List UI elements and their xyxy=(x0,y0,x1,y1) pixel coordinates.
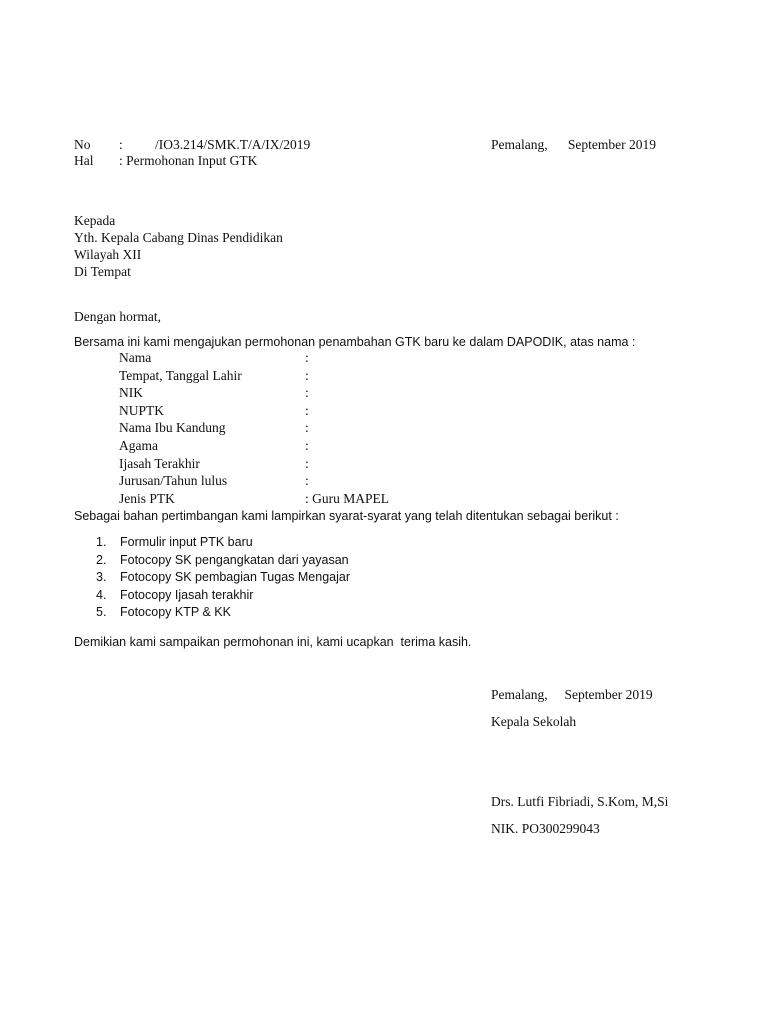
list-item-number: 1. xyxy=(96,535,107,549)
list-item-text: Fotocopy Ijasah terakhir xyxy=(120,587,254,602)
field-label: Agama xyxy=(119,438,158,453)
field-value: : xyxy=(305,350,309,365)
signature-place-date: Pemalang, September 2019 xyxy=(491,687,653,702)
field-label: Nama xyxy=(119,350,152,365)
list-item-number: 3. xyxy=(96,570,107,584)
list-item-text: Fotocopy SK pengangkatan dari yayasan xyxy=(120,552,349,567)
field-value: : xyxy=(305,438,309,453)
recipient-line-1: Kepada xyxy=(74,213,116,228)
field-label: NUPTK xyxy=(119,402,165,418)
attachments-intro: Sebagai bahan pertimbangan kami lampirkan syarat-syarat yang telah ditentukan sebagai berikut : xyxy=(74,509,619,523)
list-item-number: 4. xyxy=(96,587,107,602)
field-value: : xyxy=(305,385,309,401)
list-item-text: Fotocopy SK pembagian Tugas Mengajar xyxy=(120,570,350,584)
field-value: : xyxy=(305,420,309,436)
signatory-nik: NIK. PO300299043 xyxy=(491,821,600,836)
field-label: Jurusan/Tahun lulus xyxy=(119,473,228,489)
field-value: : xyxy=(305,455,309,471)
closing-paragraph: Demikian kami sampaikan permohonan ini, kami ucapkan terima kasih. xyxy=(74,635,472,649)
recipient-line-3: Wilayah XII xyxy=(74,247,142,262)
field-value: : Guru MAPEL xyxy=(305,490,389,506)
letter-number-colon: : xyxy=(119,137,123,152)
recipient-line-2: Yth. Kepala Cabang Dinas Pendidikan xyxy=(74,230,283,245)
field-label: Tempat, Tanggal Lahir xyxy=(119,367,242,383)
field-value: : xyxy=(305,402,309,418)
list-item-text: Fotocopy KTP & KK xyxy=(120,605,231,619)
field-label: NIK xyxy=(119,385,143,401)
field-label: Jenis PTK xyxy=(119,490,175,506)
letter-number-label: No xyxy=(74,137,91,152)
signatory-name: Drs. Lutfi Fibriadi, S.Kom, M,Si xyxy=(491,794,669,809)
letter-number-value: /IO3.214/SMK.T/A/IX/2019 xyxy=(155,137,311,152)
letter-subject-value: : Permohonan Input GTK xyxy=(119,153,258,168)
letter-place-date: Pemalang, September 2019 xyxy=(491,137,656,152)
field-value: : xyxy=(305,473,309,489)
list-item-number: 5. xyxy=(96,605,107,619)
greeting: Dengan hormat, xyxy=(74,309,161,324)
recipient-line-4: Di Tempat xyxy=(74,264,131,279)
intro-paragraph: Bersama ini kami mengajukan permohonan penambahan GTK baru ke dalam DAPODIK, atas nama : xyxy=(74,335,636,349)
field-label: Nama Ibu Kandung xyxy=(119,420,226,436)
letter-subject-label: Hal xyxy=(74,153,94,168)
list-item-number: 2. xyxy=(96,552,107,567)
list-item-text: Formulir input PTK baru xyxy=(120,535,253,549)
signature-title: Kepala Sekolah xyxy=(491,714,577,729)
field-value: : xyxy=(305,367,309,383)
field-label: Ijasah Terakhir xyxy=(119,455,200,471)
